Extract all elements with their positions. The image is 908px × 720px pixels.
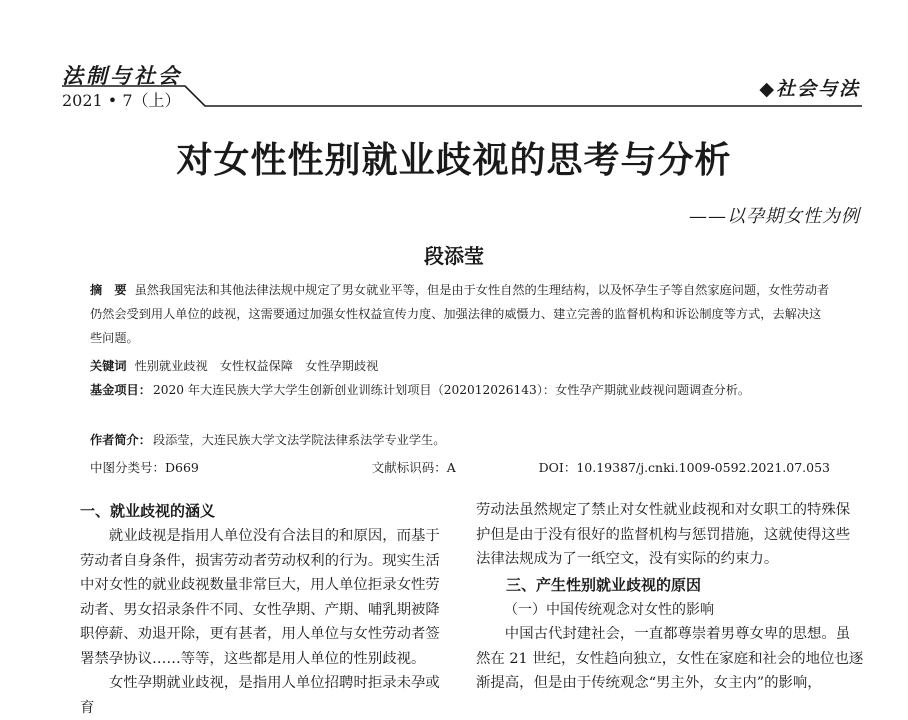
abstract: [90, 278, 830, 350]
document-code: 文献标识码：A: [371, 460, 456, 475]
journal-name: 法制与社会: [62, 63, 182, 88]
author-info: [90, 428, 830, 452]
keywords-label: 关键词: [90, 359, 127, 373]
article-author: 段添莹: [424, 244, 484, 268]
author-info-text: 段添莹，大连民族大学文法学院法律系法学专业学生。: [152, 433, 446, 447]
header-rule: [0, 0, 908, 120]
section-heading-1: 一、就业歧视的涵义: [80, 502, 216, 520]
section-heading-3: 三、产生性别就业歧视的原因: [506, 575, 702, 594]
paragraph: 劳动法虽然规定了禁止对女性就业歧视和对女职工的特殊保护但是由于没有很好的监督机构与惩罚措施，这就使得这些法律法规成为了一纸空文，没有实际的约束力。: [476, 502, 851, 567]
fund: [90, 378, 830, 402]
paragraph: 中国古代封建社会，一直都尊崇着男尊女卑的思想。虽然在 21 世纪，女性趋向独立，女性在家庭和社会的地位也逐渐提高，但是由于传统观念“男主外，女主内”的影响，: [476, 626, 864, 691]
issue-number: 2021 • 7（上）: [62, 91, 181, 110]
article-title: 对女性性别就业歧视的思考与分析: [176, 140, 732, 181]
right-column: [476, 498, 864, 696]
author-info-label: 作者简介：: [90, 433, 151, 447]
left-column: [80, 498, 452, 720]
subsection-heading: （一）中国传统观念对女性的影响: [504, 601, 714, 618]
classification-row: [90, 458, 830, 476]
paragraph: 就业歧视是指用人单位没有合法目的和原因，而基于劳动者自身条件，损害劳动者劳动权利的行为。现实生活中对女性的就业歧视数量非常巨大，用人单位拒录女性劳动者、男女招录条件不同、女性孕期、产期、哺乳期被降职停薪、劝退开除，更有甚者，用人单位与女性劳动者签署禁孕协议……等等，这些都是用人单位的性别歧视。: [80, 528, 440, 667]
abstract-text: 虽然我国宪法和其他法律法规中规定了男女就业平等，但是由于女性自然的生理结构，以及怀孕生子等自然家庭问题，女性劳动者仍然会受到用人单位的歧视，这需要通过加强女性权益宣传力度、加强法律的威慑力、建立完善的监督机构和诉讼制度等方式，去解决这些问题。: [90, 283, 830, 345]
keywords: [90, 354, 830, 378]
fund-label: 基金项目：: [90, 383, 151, 397]
clc-number: 中图分类号：D669: [90, 460, 199, 475]
doi: DOI：10.19387/j.cnki.1009-0592.2021.07.053: [538, 460, 830, 475]
keywords-text: 性别就业歧视 女性权益保障 女性孕期歧视: [134, 359, 379, 373]
fund-text: 2020 年大连民族大学大学生创新创业训练计划项目（202012026143）：女性孕产期就业歧视问题调查分析。: [152, 383, 751, 397]
paragraph: 女性孕期就业歧视，是指用人单位招聘时拒录未孕或育: [80, 675, 440, 716]
article-subtitle: ——以孕期女性为例: [689, 206, 860, 227]
abstract-label: 摘 要: [90, 283, 127, 297]
section-label: ◆社会与法: [759, 78, 860, 100]
